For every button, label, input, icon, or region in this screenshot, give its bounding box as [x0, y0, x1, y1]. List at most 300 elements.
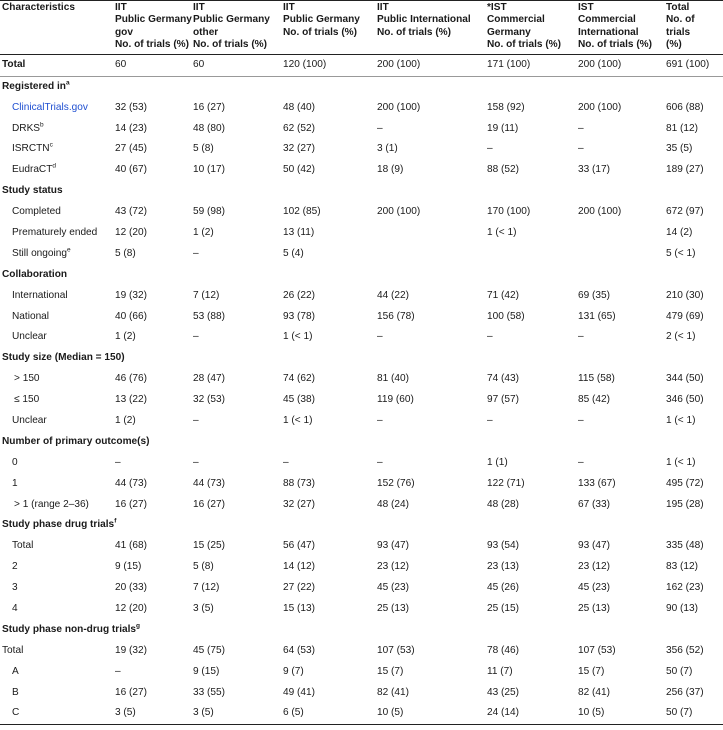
cell-value: 40 (66) — [115, 310, 147, 322]
footnote-marker: c — [49, 142, 53, 150]
table-row — [0, 703, 723, 724]
table-row — [0, 139, 723, 160]
cell-value: 1 (< 1) — [487, 226, 517, 238]
row-label-text: Unclear — [12, 415, 47, 426]
cell-value: 93 (47) — [377, 540, 409, 552]
cell-value: 10 (5) — [578, 707, 605, 719]
cell-value: – — [283, 456, 289, 468]
column-header — [664, 1, 723, 55]
cell-value: 53 (88) — [193, 310, 225, 322]
cell-value: 120 (100) — [283, 58, 327, 70]
cell-value: 200 (100) — [377, 58, 421, 70]
cell-value: 119 (60) — [377, 394, 414, 406]
column-header-line: Germany — [487, 26, 531, 38]
cell-value: 35 (5) — [666, 143, 693, 155]
cell-value: 1 (2) — [115, 331, 136, 343]
cell-value: 195 (28) — [666, 498, 704, 510]
column-header-line: IIT — [377, 2, 389, 13]
cell-value: 19 (11) — [487, 122, 519, 134]
table-row — [0, 411, 723, 432]
cell-value: 45 (38) — [283, 394, 315, 406]
cell-value: 344 (50) — [666, 373, 704, 385]
section-row — [0, 348, 723, 369]
table-row — [0, 369, 723, 390]
cell-value: 3 (5) — [115, 707, 136, 719]
row-label — [0, 369, 113, 390]
row-label — [0, 703, 113, 724]
cell-value: 14 (12) — [283, 561, 315, 573]
table-row — [0, 494, 723, 515]
cell-value: 1 (1) — [487, 456, 508, 468]
column-header-line: No. of trials (%) — [487, 39, 562, 51]
cell-value: 3 (1) — [377, 143, 398, 155]
section-row — [0, 620, 723, 641]
cell-value: 48 (80) — [193, 122, 225, 134]
cell-value: 14 (2) — [666, 226, 693, 238]
column-header-line: International — [578, 26, 639, 38]
table-row — [0, 557, 723, 578]
column-header-line: Public Germany — [115, 14, 192, 26]
cell-value: 14 (23) — [115, 122, 147, 134]
cell-value: 16 (27) — [115, 498, 147, 510]
row-label — [0, 160, 113, 181]
row-label-text: Total — [2, 644, 24, 656]
row-label-text: C — [12, 707, 20, 719]
cell-value: 81 (12) — [666, 122, 698, 134]
cell-value: – — [578, 122, 584, 134]
cell-value: 25 (13) — [377, 603, 409, 615]
row-label-text: ClinicalTrials.gov — [12, 101, 88, 113]
row-label-text: DRKS — [12, 122, 41, 134]
cell-value: 27 (45) — [115, 143, 147, 155]
table-row — [0, 453, 723, 474]
cell-value: 59 (98) — [193, 206, 225, 218]
row-label-text: 0 — [12, 456, 18, 468]
row-label-text: Unclear — [12, 331, 47, 343]
cell-value — [485, 244, 576, 265]
cell-value: 16 (27) — [193, 498, 225, 510]
cell-value: 41 (68) — [115, 540, 147, 552]
row-label-text: Number of primary outcome(s) — [2, 435, 150, 447]
cell-value: 62 (52) — [283, 122, 315, 134]
table-body — [0, 54, 723, 725]
row-label — [0, 682, 113, 703]
cell-value: 85 (42) — [578, 394, 610, 406]
cell-value: – — [578, 143, 584, 155]
table-row — [0, 473, 723, 494]
cell-value: 25 (13) — [578, 603, 610, 615]
cell-value: 88 (73) — [283, 477, 315, 489]
cell-value: 32 (53) — [193, 394, 225, 406]
table-row — [0, 306, 723, 327]
cell-value: 50 (7) — [666, 665, 693, 677]
cell-value: 67 (33) — [578, 498, 610, 510]
cell-value: 71 (42) — [487, 289, 519, 301]
cell-value: 15 (7) — [377, 665, 404, 677]
row-label — [0, 202, 113, 223]
cell-value: 60 — [193, 58, 205, 70]
column-header-line: Public Germany — [193, 14, 270, 26]
row-label — [0, 599, 113, 620]
cell-value: 691 (100) — [666, 58, 710, 70]
cell-value: 100 (58) — [487, 310, 525, 322]
cell-value: 50 (42) — [283, 164, 315, 176]
cell-value: 189 (27) — [666, 164, 704, 176]
row-label — [0, 557, 113, 578]
cell-value: 44 (73) — [193, 477, 225, 489]
column-header-line: Public International — [377, 14, 471, 26]
table-row — [0, 536, 723, 557]
row-label — [0, 139, 113, 160]
section-row — [0, 432, 723, 453]
footnote-marker: d — [52, 162, 57, 170]
cell-value: 45 (26) — [487, 582, 519, 594]
cell-value: 45 (75) — [193, 644, 225, 656]
cell-value: – — [115, 456, 121, 468]
column-header-line: No. of trials (%) — [115, 39, 190, 51]
row-label-text: Study phase drug trials — [2, 519, 115, 531]
row-label — [0, 661, 113, 682]
cell-value: 6 (5) — [283, 707, 304, 719]
cell-value: 45 (23) — [578, 582, 610, 594]
cell-value: 49 (41) — [283, 686, 315, 698]
row-label — [0, 223, 113, 244]
column-header-line: Commercial — [578, 14, 636, 26]
table-row — [0, 285, 723, 306]
row-label-text: > 150 — [14, 373, 40, 385]
row-label — [0, 390, 113, 411]
column-header — [113, 1, 191, 55]
row-label-text: Study phase non-drug trials — [2, 623, 137, 635]
column-header — [375, 1, 485, 55]
row-label-text: Collaboration — [2, 268, 68, 280]
cell-value: – — [578, 415, 584, 426]
column-header — [191, 1, 281, 55]
footnote-marker: f — [114, 518, 117, 526]
cell-value: 33 (17) — [578, 164, 610, 176]
cell-value: 107 (53) — [578, 644, 616, 656]
cell-value: 7 (12) — [193, 289, 220, 301]
cell-value: 356 (52) — [666, 644, 704, 656]
cell-value: 44 (73) — [115, 477, 147, 489]
cell-value: 23 (12) — [377, 561, 409, 573]
row-label-text: Study size (Median = 150) — [2, 352, 125, 364]
section-heading — [0, 181, 723, 202]
cell-value: 32 (27) — [283, 498, 315, 510]
table-row — [0, 641, 723, 662]
cell-value: – — [578, 456, 584, 468]
cell-value: 50 (7) — [666, 707, 693, 719]
cell-value: 74 (43) — [487, 373, 519, 385]
cell-value: 495 (72) — [666, 477, 704, 489]
row-label — [0, 118, 113, 139]
cell-value: 5 (< 1) — [666, 247, 696, 259]
cell-value: 9 (7) — [283, 665, 304, 677]
row-label — [0, 641, 113, 662]
cell-value: 1 (2) — [193, 226, 214, 238]
cell-value: 200 (100) — [377, 206, 421, 218]
cell-value: 346 (50) — [666, 394, 704, 406]
cell-value: 122 (71) — [487, 477, 525, 489]
footnote-marker: e — [67, 246, 71, 254]
cell-value: 43 (72) — [115, 206, 147, 218]
cell-value: 93 (47) — [578, 540, 610, 552]
cell-value: 32 (53) — [115, 101, 147, 113]
table-row — [0, 244, 723, 265]
cell-value: 23 (13) — [487, 561, 519, 573]
cell-value: 23 (12) — [578, 561, 610, 573]
section-heading — [0, 76, 723, 97]
row-label — [0, 411, 113, 432]
row-label — [0, 54, 113, 76]
table-row — [0, 327, 723, 348]
column-header-line: *IST — [487, 2, 507, 13]
cell-value: 48 (28) — [487, 498, 519, 510]
row-label-text: ISRCTN — [12, 143, 50, 155]
section-heading — [0, 348, 723, 369]
cell-value: 156 (78) — [377, 310, 415, 322]
cell-value: 12 (20) — [115, 226, 147, 238]
row-label — [0, 306, 113, 327]
cell-value: 90 (13) — [666, 603, 698, 615]
cell-value: 152 (76) — [377, 477, 415, 489]
cell-value: – — [193, 456, 199, 468]
cell-value: 97 (57) — [487, 394, 519, 406]
row-label — [0, 494, 113, 515]
cell-value: 93 (54) — [487, 540, 519, 552]
table-row — [0, 160, 723, 181]
column-header-line: No. of — [666, 14, 695, 26]
table-row — [0, 661, 723, 682]
cell-value: 25 (15) — [487, 603, 519, 615]
cell-value: 158 (92) — [487, 101, 525, 113]
column-header-line: Commercial — [487, 14, 545, 26]
cell-value: 83 (12) — [666, 561, 698, 573]
cell-value: 19 (32) — [115, 289, 147, 301]
cell-value: 40 (67) — [115, 164, 147, 176]
cell-value: 1 (2) — [115, 415, 136, 426]
row-label — [0, 536, 113, 557]
column-header-line: gov — [115, 26, 133, 38]
cell-value: 26 (22) — [283, 289, 315, 301]
table-row — [0, 578, 723, 599]
column-header-line: Public Germany — [283, 14, 360, 26]
column-header-line: IIT — [193, 2, 205, 13]
cell-value: 46 (76) — [115, 373, 147, 385]
cell-value: 27 (22) — [283, 582, 315, 594]
column-header-line: IST — [578, 2, 594, 13]
cell-value: 48 (24) — [377, 498, 409, 510]
row-label — [0, 473, 113, 494]
cell-value: 18 (9) — [377, 164, 404, 176]
cell-value: 11 (7) — [487, 665, 513, 677]
cell-value — [375, 223, 485, 244]
row-label-text: 1 — [12, 477, 18, 489]
cell-value: 200 (100) — [377, 101, 421, 113]
cell-value: – — [487, 143, 493, 155]
cell-value: 131 (65) — [578, 310, 616, 322]
row-label-text: 2 — [12, 561, 18, 573]
cell-value: 200 (100) — [578, 206, 622, 218]
table-row — [0, 223, 723, 244]
column-header-line: No. of trials (%) — [193, 39, 268, 51]
footnote-marker: a — [65, 79, 70, 87]
cell-value: 171 (100) — [487, 58, 531, 70]
column-header — [485, 1, 576, 55]
cell-value: 16 (27) — [193, 101, 225, 113]
row-label-text: 4 — [12, 603, 18, 615]
cell-value: 1 (< 1) — [283, 331, 313, 343]
column-header-line: IIT — [283, 2, 295, 13]
column-header-line: No. of trials (%) — [283, 26, 358, 38]
cell-value: 16 (27) — [115, 686, 147, 698]
section-heading — [0, 515, 723, 536]
cell-value: 200 (100) — [578, 101, 622, 113]
column-header-line: No. of trials (%) — [578, 39, 653, 51]
cell-value: 81 (40) — [377, 373, 409, 385]
cell-value: 74 (62) — [283, 373, 315, 385]
row-label-text: Total — [12, 540, 34, 552]
cell-value: 13 (11) — [283, 226, 315, 238]
cell-value: 15 (25) — [193, 540, 225, 552]
cell-value: 5 (4) — [283, 247, 304, 259]
column-header-line: Total — [666, 2, 690, 13]
cell-value: 256 (37) — [666, 686, 704, 698]
cell-value: 60 — [115, 58, 127, 70]
cell-value: 115 (58) — [578, 373, 615, 385]
column-header-line: Characteristics — [2, 2, 75, 13]
row-label-text: Registered in — [2, 80, 66, 92]
table-row — [0, 390, 723, 411]
footnote-marker: g — [136, 622, 141, 630]
cell-value: – — [193, 331, 199, 343]
cell-value: 1 (< 1) — [283, 415, 313, 426]
cell-value — [576, 244, 664, 265]
cell-value: 19 (32) — [115, 644, 147, 656]
cell-value: 1 (< 1) — [666, 415, 696, 426]
table-row — [0, 54, 723, 76]
cell-value: 606 (88) — [666, 101, 704, 113]
cell-value: 1 (< 1) — [666, 456, 696, 468]
column-header-line: IIT — [115, 2, 127, 13]
row-label-text: National — [12, 310, 50, 322]
cell-value: 15 (7) — [578, 665, 605, 677]
cell-value: – — [377, 415, 383, 426]
cell-value: 56 (47) — [283, 540, 315, 552]
cell-value: 43 (25) — [487, 686, 519, 698]
row-label-text: Prematurely ended — [12, 226, 98, 238]
cell-value: 20 (33) — [115, 582, 147, 594]
cell-value: 5 (8) — [193, 561, 214, 573]
table-row — [0, 682, 723, 703]
table-header — [0, 1, 723, 55]
cell-value — [375, 244, 485, 265]
cell-value: 672 (97) — [666, 206, 704, 218]
row-label-text: > 1 (range 2–36) — [14, 498, 89, 510]
cell-value: 64 (53) — [283, 644, 315, 656]
cell-value — [576, 223, 664, 244]
cell-value: – — [377, 456, 383, 468]
cell-value: 82 (41) — [377, 686, 409, 698]
cell-value: 9 (15) — [193, 665, 220, 677]
table-row — [0, 599, 723, 620]
cell-value: 44 (22) — [377, 289, 409, 301]
row-label — [0, 453, 113, 474]
cell-value: 69 (35) — [578, 289, 610, 301]
cell-value: 15 (13) — [283, 603, 315, 615]
row-label-text: Completed — [12, 206, 61, 218]
cell-value: 93 (78) — [283, 310, 315, 322]
row-label-text: B — [12, 686, 19, 698]
cell-value: 82 (41) — [578, 686, 610, 698]
cell-value: 24 (14) — [487, 707, 519, 719]
cell-value: 12 (20) — [115, 603, 147, 615]
cell-value: 10 (17) — [193, 164, 225, 176]
table-row — [0, 202, 723, 223]
cell-value: 28 (47) — [193, 373, 225, 385]
row-label — [0, 285, 113, 306]
column-header-line: (%) — [666, 39, 682, 51]
cell-value: 5 (8) — [193, 143, 214, 155]
cell-value: 102 (85) — [283, 206, 321, 218]
header-row — [0, 1, 723, 55]
cell-value: 210 (30) — [666, 289, 704, 301]
cell-value: 170 (100) — [487, 206, 531, 218]
cell-value: 7 (12) — [193, 582, 220, 594]
column-header — [0, 1, 113, 55]
row-label — [0, 244, 113, 265]
registry-link[interactable] — [0, 97, 113, 118]
cell-value: 200 (100) — [578, 58, 622, 70]
row-label-text: International — [12, 289, 68, 301]
row-label-text: ≤ 150 — [14, 394, 40, 406]
cell-value: – — [487, 331, 493, 343]
footnote-marker: b — [40, 121, 44, 129]
table-row — [0, 118, 723, 139]
cell-value: 48 (40) — [283, 101, 315, 113]
row-label-text: EudraCT — [12, 164, 53, 176]
cell-value: – — [487, 415, 493, 426]
row-label — [0, 327, 113, 348]
column-header-line: No. of trials (%) — [377, 26, 452, 38]
cell-value: 479 (69) — [666, 310, 704, 322]
cell-value: 3 (5) — [193, 603, 214, 615]
row-label-text: 3 — [12, 582, 18, 594]
cell-value: – — [193, 415, 199, 426]
cell-value: 162 (23) — [666, 582, 704, 594]
cell-value: 32 (27) — [283, 143, 315, 155]
cell-value: – — [193, 247, 199, 259]
column-header-line: other — [193, 26, 219, 38]
cell-value: 335 (48) — [666, 540, 704, 552]
cell-value: 3 (5) — [193, 707, 214, 719]
section-heading — [0, 432, 723, 453]
cell-value: 9 (15) — [115, 561, 142, 573]
row-label-text: Total — [2, 58, 26, 70]
section-row — [0, 265, 723, 286]
row-label-text: A — [12, 665, 19, 677]
section-heading — [0, 620, 723, 641]
row-label-text: Still ongoing — [12, 247, 67, 259]
cell-value: 13 (22) — [115, 394, 147, 406]
cell-value: 133 (67) — [578, 477, 616, 489]
cell-value: 5 (8) — [115, 247, 136, 259]
cell-value: 107 (53) — [377, 644, 415, 656]
cell-value: – — [377, 331, 383, 343]
cell-value: – — [115, 665, 121, 677]
row-label-text: Study status — [2, 185, 63, 197]
column-header-line: trials — [666, 26, 691, 38]
